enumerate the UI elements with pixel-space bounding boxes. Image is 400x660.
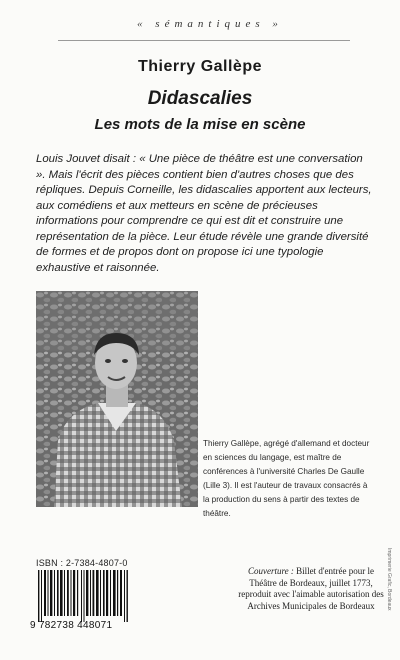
author-portrait-image: [36, 291, 198, 507]
series-name: « sémantiques »: [137, 18, 283, 30]
isbn: ISBN : 2-7384-4807-0: [36, 558, 128, 568]
cover-credit-text: Billet d'entrée pour le Théâtre de Bordeaux, juillet 1773, reproduit avec l'aimable autorisation des Archives Municipales de Bordeaux: [238, 566, 384, 611]
cover-credit-lead: Couverture :: [247, 566, 294, 576]
cover-credit: [238, 566, 384, 612]
author-photo: [36, 291, 198, 507]
back-cover-blurb: Louis Jouvet disait : « Une pièce de théâtre est une conversation ». Mais l'écrit des pièces contient bien d'autres choses que des répliques. Depuis Corneille, les didascalies apportent aux lecteurs, aux comédiens et aux metteurs en scène de précieuses informations pour comprendre ce qui est dit et construire une représentation de la pièce. Leur étude révèle une grande diversité de formes et de propos dont on propose ici une typologie exhaustive et raisonnée.: [36, 153, 372, 274]
book-title: Didascalies: [147, 88, 253, 109]
author-name: Thierry Gallèpe: [138, 58, 262, 75]
barcode-number: 9 782738 448071: [30, 620, 113, 631]
author-bio: Thierry Gallèpe, agrégé d'allemand et docteur en sciences du langage, est maître de conférences à l'université Charles De Gaulle (Lille 3). Il est l'auteur de travaux consacrés à la production du sens à partir des textes de théâtre.: [203, 439, 370, 518]
printer-note-text: Imprimerie Grafic, Bordeaux: [386, 548, 392, 611]
header-rule: [58, 40, 350, 41]
barcode-image: [36, 570, 132, 622]
book-subtitle: Les mots de la mise en scène: [94, 116, 306, 133]
printer-note: [384, 548, 394, 658]
